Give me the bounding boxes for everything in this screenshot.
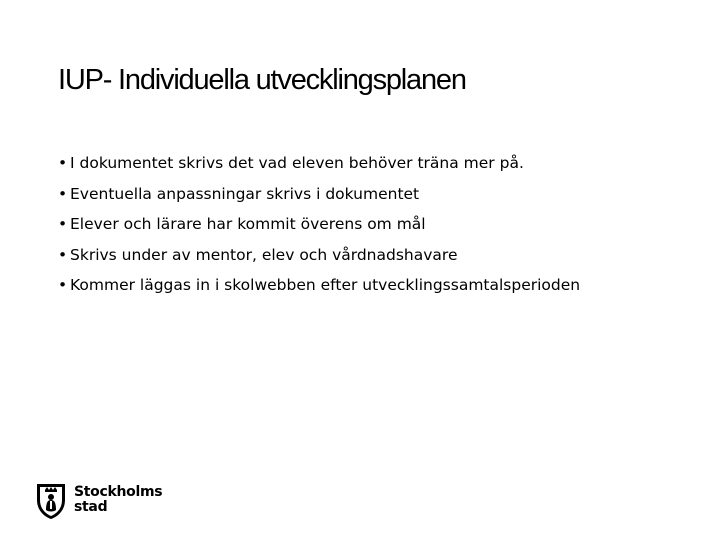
bullet-text: Eventuella anpassningar skrivs i dokumentet xyxy=(70,184,420,203)
bullet-item xyxy=(58,179,580,210)
bullet-marker: • xyxy=(58,276,68,294)
bullet-item xyxy=(58,209,580,240)
logo-wordmark xyxy=(74,485,162,515)
bullet-marker: • xyxy=(58,184,68,203)
logo-line-1: Stockholms xyxy=(74,484,163,500)
bullet-marker: • xyxy=(58,245,68,264)
bullet-text: Kommer läggas in i skolwebben efter utvecklingssamtalsperioden xyxy=(70,276,581,294)
stockholm-crest-icon xyxy=(36,480,66,520)
bullet-text: I dokumentet skrivs det vad eleven behöver träna mer på. xyxy=(70,154,524,172)
bullet-item xyxy=(58,148,580,179)
bullet-item xyxy=(58,270,580,301)
bullet-marker: • xyxy=(58,215,68,233)
bullet-text: Elever och lärare har kommit överens om mål xyxy=(70,215,426,233)
logo-line-2: stad xyxy=(74,499,108,515)
bullet-marker: • xyxy=(58,154,68,172)
stockholms-stad-logo xyxy=(36,478,162,522)
slide-title: IUP- Individuella utvecklingsplanen xyxy=(58,64,466,96)
bullet-text: Skrivs under av mentor, elev och vårdnadshavare xyxy=(70,245,458,264)
bullet-item xyxy=(58,240,580,271)
bullet-list xyxy=(58,148,580,301)
